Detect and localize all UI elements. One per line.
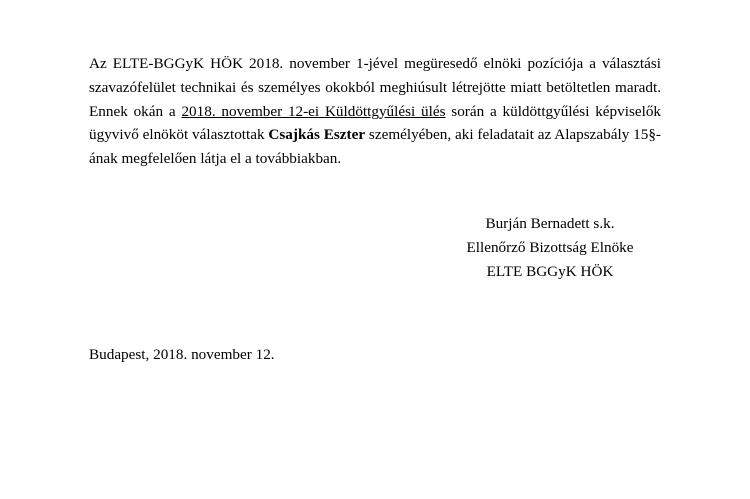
signature-block [430, 212, 670, 283]
signatory-name: Burján Bernadett s.k. [485, 215, 615, 232]
paragraph-text-part3: személyében, aki feladatait az Alapszabály 15§-ának megfelelően látja el a továbbiakban. [89, 126, 661, 168]
paragraph-text-part1: Az ELTE-BGGyK HÖK 2018. november 1-jével megüresedő elnöki pozíciója a választási szavazófelület technikai és személyes okokból meghiúsult létrejötte miatt betöltetlen maradt. Ennek okán a [89, 55, 661, 120]
signatory-organization: ELTE BGGyK HÖK [486, 262, 614, 280]
paragraph-text-part2: során a küldöttgyűlési képviselők ügyvivő elnököt választottak [89, 102, 662, 144]
place-and-date: Budapest, 2018. november 12. [89, 346, 275, 363]
meeting-reference: 2018. november 12-ei Küldöttgyűlési ülés [181, 102, 446, 120]
signatory-title: Ellenőrző Bizottság Elnöke [466, 238, 634, 256]
body-paragraph [89, 52, 661, 171]
appointee-name: Csajkás Eszter [268, 126, 366, 144]
